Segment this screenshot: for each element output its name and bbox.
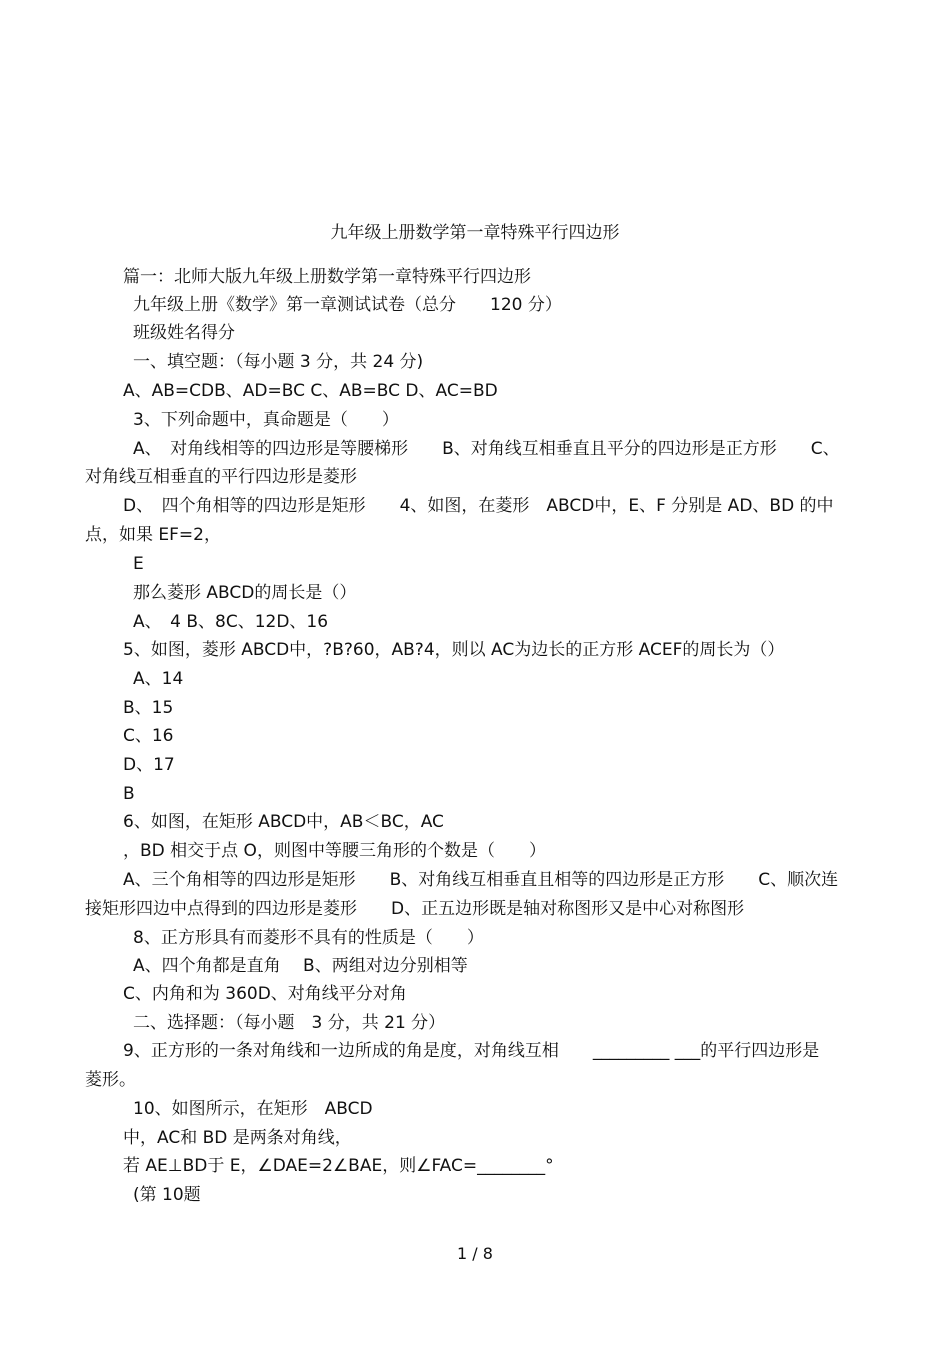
figure-label: B xyxy=(123,784,135,804)
text-line: 6、如图，在矩形 ABCD中，AB＜BC，AC xyxy=(123,812,444,832)
text-line: 班级姓名得分 xyxy=(133,323,235,343)
text-line: B、15 xyxy=(123,698,174,718)
text-line: 点，如果 EF=2， xyxy=(85,525,221,545)
text-line: 那么菱形 ABCD的周长是（） xyxy=(133,583,357,603)
text-line: (第 10题 xyxy=(133,1185,201,1205)
text-line: A、 4 B、8C、12D、16 xyxy=(133,612,329,632)
text-line: A、14 xyxy=(133,669,184,689)
text-line: 菱形。 xyxy=(85,1070,136,1090)
text-line: 若 AE⊥BD于 E，∠DAE=2∠BAE，则∠FAC=________° xyxy=(123,1156,554,1176)
text-line: 一、填空题：（每小题 3 分，共 24 分) xyxy=(133,352,424,372)
text-line: 8、正方形具有而菱形不具有的性质是（ ） xyxy=(133,928,484,948)
text-line: 3、下列命题中，真命题是（ ） xyxy=(133,410,399,430)
text-line: 中，AC和 BD 是两条对角线， xyxy=(123,1128,352,1148)
page-number: 1 / 8 xyxy=(457,1244,493,1263)
text-line: 9、正方形的一条对角线和一边所成的角是度，对角线互相 _________ ___的平行四边形是 xyxy=(123,1041,820,1061)
section-heading: 二、选择题：（每小题 3 分，共 21 分） xyxy=(133,1013,446,1033)
text-line: A、 对角线相等的四边形是等腰梯形 B、对角线互相垂直且平分的四边形是正方形 C、 xyxy=(133,439,840,459)
text-line: C、内角和为 360D、对角线平分对角 xyxy=(123,984,407,1004)
text-line: 九年级上册《数学》第一章测试试卷（总分 120 分） xyxy=(133,295,562,315)
text-line: 接矩形四边中点得到的四边形是菱形 D、正五边形既是轴对称图形又是中心对称图形 xyxy=(85,899,745,919)
text-line: C、16 xyxy=(123,726,174,746)
text-line: 对角线互相垂直的平行四边形是菱形 xyxy=(85,467,357,487)
text-line: A、四个角都是直角 B、两组对边分别相等 xyxy=(133,956,468,976)
text-line: 5、如图，菱形 ABCD中，?B?60，AB?4，则以 AC为边长的正方形 ACEF的周长为（） xyxy=(123,640,785,660)
text-line: D、17 xyxy=(123,755,175,775)
text-line: ，BD 相交于点 O，则图中等腰三角形的个数是（ ） xyxy=(123,841,546,861)
document-title: 九年级上册数学第一章特殊平行四边形 xyxy=(330,223,620,243)
text-line: A、AB=CDB、AD=BC C、AB=BC D、AC=BD xyxy=(123,381,498,401)
text-line: 篇一：北师大版九年级上册数学第一章特殊平行四边形 xyxy=(123,267,531,287)
text-line: A、三个角相等的四边形是矩形 B、对角线互相垂直且相等的四边形是正方形 C、顺次连 xyxy=(123,870,839,890)
text-line: 10、如图所示，在矩形 ABCD xyxy=(133,1099,373,1119)
figure-label: E xyxy=(133,554,144,574)
text-line: D、 四个角相等的四边形是矩形 4、如图，在菱形 ABCD中，E、F 分别是 AD、BD 的中 xyxy=(123,496,834,516)
